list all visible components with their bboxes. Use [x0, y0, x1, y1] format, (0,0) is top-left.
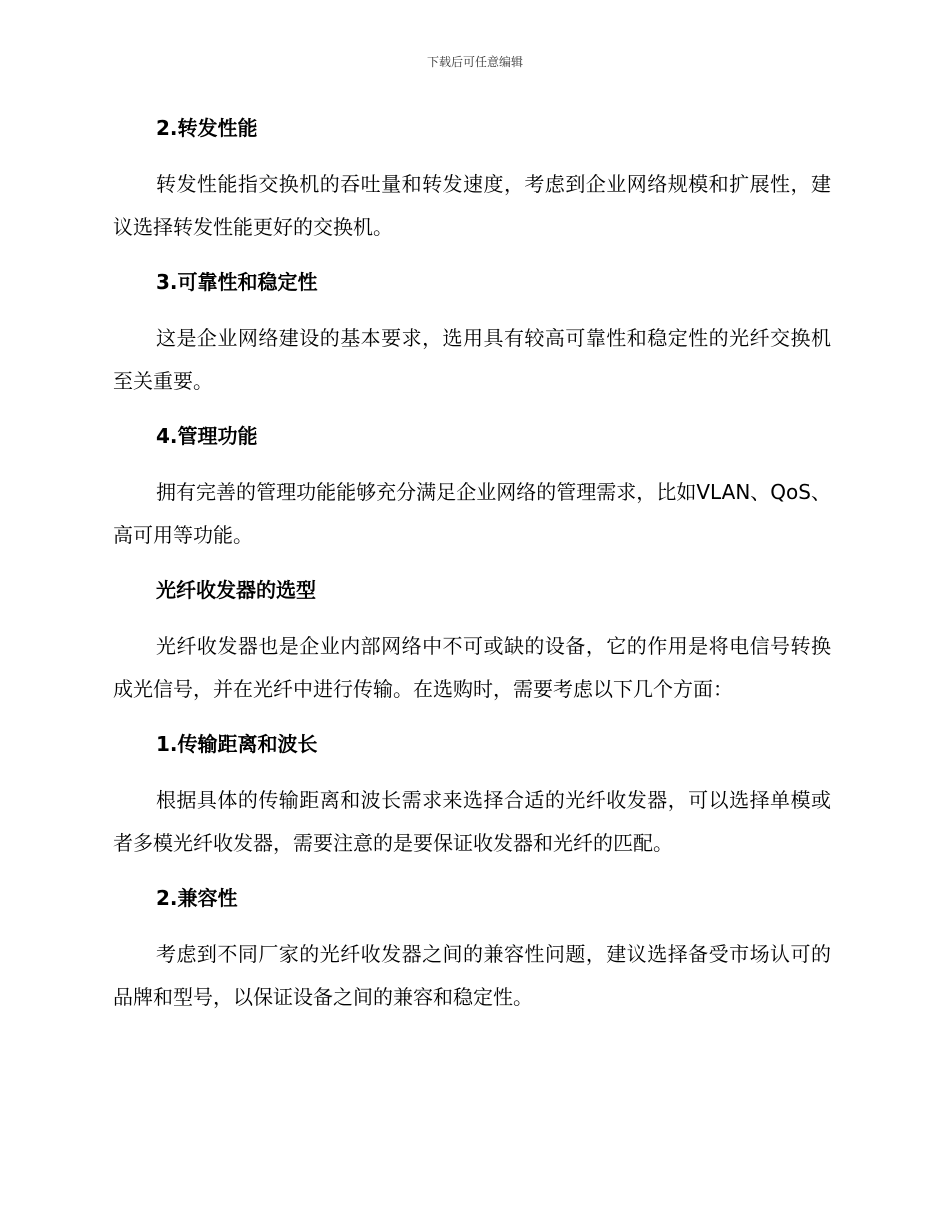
- section-heading-management: 4.管理功能: [156, 424, 258, 448]
- paragraph-forwarding-performance: 转发性能指交换机的吞吐量和转发速度，考虑到企业网络规模和扩展性，建议选择转发性能更好的交换机。: [113, 172, 831, 239]
- document-body: [113, 110, 831, 1019]
- section-heading-reliability: 3.可靠性和稳定性: [156, 270, 318, 294]
- paragraph-compatibility: 考虑到不同厂家的光纤收发器之间的兼容性问题，建议选择备受市场认可的品牌和型号，以保证设备之间的兼容和稳定性。: [113, 942, 831, 1009]
- header-note: 下载后可任意编辑: [426, 55, 523, 69]
- section-heading-transceiver-selection: 光纤收发器的选型: [156, 578, 316, 602]
- paragraph-reliability: 这是企业网络建设的基本要求，选用具有较高可靠性和稳定性的光纤交换机至关重要。: [113, 326, 831, 393]
- section-heading-distance-wavelength: 1.传输距离和波长: [156, 732, 318, 756]
- paragraph-transceiver-selection: 光纤收发器也是企业内部网络中不可或缺的设备，它的作用是将电信号转换成光信号，并在光纤中进行传输。在选购时，需要考虑以下几个方面：: [113, 634, 831, 701]
- section-heading-forwarding-performance: 2.转发性能: [156, 116, 258, 140]
- paragraph-distance-wavelength: 根据具体的传输距离和波长需求来选择合适的光纤收发器，可以选择单模或者多模光纤收发器，需要注意的是要保证收发器和光纤的匹配。: [113, 788, 831, 855]
- paragraph-management: 拥有完善的管理功能能够充分满足企业网络的管理需求，比如VLAN、QoS、高可用等功能。: [113, 480, 831, 547]
- section-heading-compatibility: 2.兼容性: [156, 886, 238, 910]
